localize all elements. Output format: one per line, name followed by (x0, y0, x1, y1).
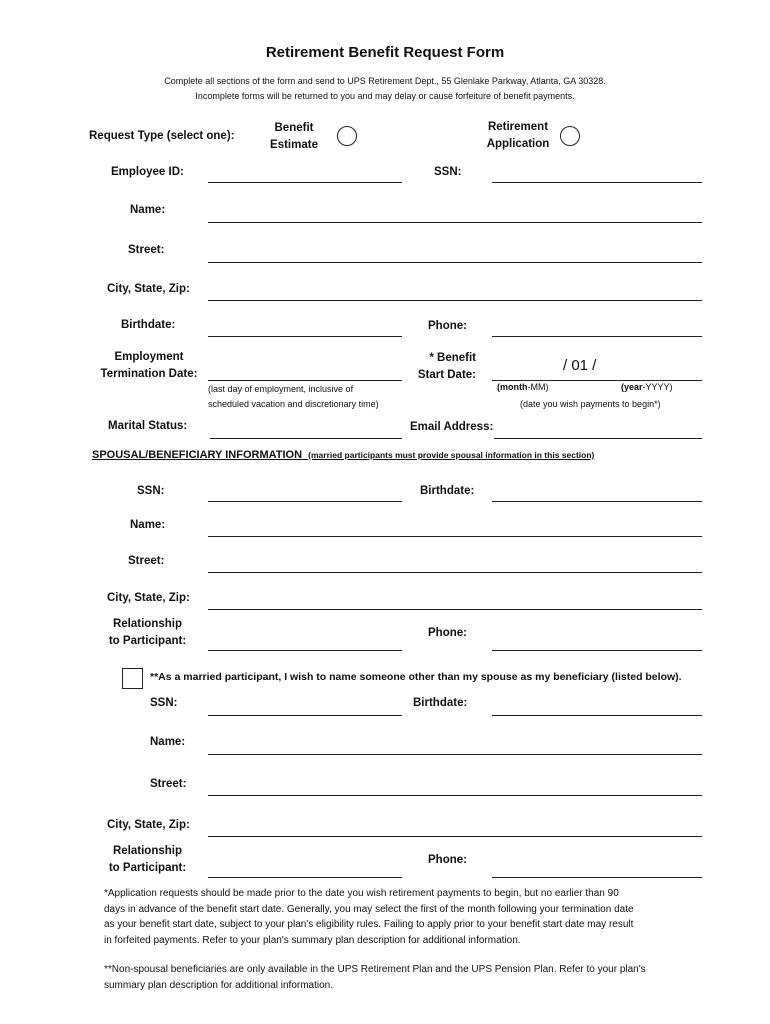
spouse-relationship-label: Relationship to Participant: (108, 618, 187, 647)
request-type-label: Request Type (select one): (89, 130, 235, 142)
name-field[interactable] (208, 205, 702, 221)
name-label: Name: (130, 204, 166, 216)
spouse-name-field[interactable] (208, 519, 702, 535)
beneficiary-ssn-line (208, 715, 402, 716)
city-state-zip-field[interactable] (208, 283, 702, 299)
spouse-name-line (208, 536, 702, 537)
spouse-birthdate-field[interactable] (492, 484, 702, 500)
termination-date-line (208, 380, 402, 381)
retirement-application-label: Retirement Application (486, 121, 550, 150)
spouse-phone-line (492, 650, 702, 651)
spousal-section-header: SPOUSAL/BENEFICIARY INFORMATION (married participants must provide spousal information in this section) (92, 449, 595, 461)
beneficiary-relationship-field[interactable] (208, 860, 402, 876)
start-month-field[interactable] (494, 362, 558, 378)
beneficiary-ssn-field[interactable] (208, 698, 402, 714)
spouse-city-field[interactable] (208, 592, 702, 608)
month-format-label: (month-MM) (497, 382, 549, 392)
beneficiary-name-field[interactable] (208, 737, 702, 753)
beneficiary-phone-label: Phone: (428, 854, 467, 866)
marital-status-line (210, 438, 402, 439)
birthdate-line (208, 336, 402, 337)
spouse-relationship-field[interactable] (208, 633, 402, 649)
beneficiary-relationship-label: Relationship to Participant: (108, 845, 187, 874)
ssn-field[interactable] (492, 166, 702, 182)
beneficiary-relationship-line (208, 877, 402, 878)
beneficiary-city-label: City, State, Zip: (107, 819, 190, 831)
beneficiary-city-field[interactable] (208, 819, 702, 835)
phone-field[interactable] (492, 319, 702, 335)
start-date-line (492, 380, 702, 381)
footnote-non-spousal-beneficiaries: **Non-spousal beneficiaries are only available in the UPS Retirement Plan and the UPS Pension Plan. Refer to your plan's summary plan description for additional information. (104, 964, 646, 991)
spouse-street-field[interactable] (208, 555, 702, 571)
retirement-application-radio[interactable] (560, 126, 580, 146)
beneficiary-phone-line (492, 877, 702, 878)
spouse-phone-field[interactable] (492, 633, 702, 649)
email-address-line (494, 438, 702, 439)
spouse-birthdate-label: Birthdate: (420, 485, 475, 497)
beneficiary-street-field[interactable] (208, 778, 702, 794)
spouse-ssn-label: SSN: (137, 485, 165, 497)
termination-date-field[interactable] (208, 363, 402, 379)
marital-status-field[interactable] (210, 421, 402, 437)
termination-note-1: (last day of employment, inclusive of (208, 384, 354, 394)
spouse-relationship-line (208, 650, 402, 651)
city-state-zip-line (208, 300, 702, 301)
birthdate-field[interactable] (208, 319, 402, 335)
beneficiary-birthdate-line (492, 715, 702, 716)
non-spouse-beneficiary-text: **As a married participant, I wish to name someone other than my spouse as my beneficiary (listed below). (150, 671, 682, 683)
city-state-zip-label: City, State, Zip: (107, 283, 190, 295)
ssn-label: SSN: (434, 166, 462, 178)
beneficiary-phone-field[interactable] (492, 860, 702, 876)
employee-id-line (208, 182, 402, 183)
intro-line-1: Complete all sections of the form and send to UPS Retirement Dept., 55 Glenlake Parkway, Atlanta, GA 30328. (164, 76, 606, 86)
beneficiary-birthdate-label: Birthdate: (413, 697, 468, 709)
phone-line (492, 336, 702, 337)
beneficiary-city-line (208, 836, 702, 837)
beneficiary-street-label: Street: (150, 778, 187, 790)
spouse-ssn-line (208, 501, 402, 502)
spouse-city-line (208, 609, 702, 610)
spouse-birthdate-line (492, 501, 702, 502)
birthdate-label: Birthdate: (121, 319, 176, 331)
termination-date-label: Employment Termination Date: (100, 351, 198, 380)
employee-id-label: Employee ID: (111, 166, 184, 178)
intro-line-2: Incomplete forms will be returned to you and may delay or cause forfeiture of benefit payments. (195, 91, 575, 101)
spouse-ssn-field[interactable] (208, 484, 402, 500)
spouse-street-label: Street: (128, 555, 165, 567)
benefit-estimate-label: Benefit Estimate (270, 122, 318, 151)
marital-status-label: Marital Status: (108, 420, 188, 432)
spouse-city-label: City, State, Zip: (107, 592, 190, 604)
benefit-start-date-label: * Benefit Start Date: (417, 352, 476, 381)
street-line (208, 262, 702, 263)
beneficiary-name-line (208, 754, 702, 755)
name-line (208, 222, 702, 223)
employee-id-field[interactable] (208, 166, 402, 182)
form-title: Retirement Benefit Request Form (265, 44, 505, 61)
street-label: Street: (128, 244, 165, 256)
start-date-note: (date you wish payments to begin*) (520, 399, 661, 409)
ssn-line (492, 182, 702, 183)
spouse-street-line (208, 572, 702, 573)
beneficiary-street-line (208, 795, 702, 796)
beneficiary-birthdate-field[interactable] (492, 698, 702, 714)
email-address-field[interactable] (494, 421, 702, 437)
phone-label: Phone: (428, 320, 467, 332)
spouse-phone-label: Phone: (428, 627, 467, 639)
street-field[interactable] (208, 245, 702, 261)
email-address-label: Email Address: (410, 421, 494, 433)
termination-note-2: scheduled vacation and discretionary time) (208, 399, 379, 409)
beneficiary-name-label: Name: (150, 736, 186, 748)
footnote-application-timing: *Application requests should be made prior to the date you wish retirement payments to begin, but no earlier than 90 days in advance of the benefit start date. Generally, you may select the first of the month following your termination date as your benefit start date, subject to your plan's eligibility rules. Failing to apply prior to your benefit start date may result in forfeited payments. Refer to your plan's summary plan description for additional information. (104, 888, 634, 946)
start-date-template: / 01 / (563, 357, 597, 374)
beneficiary-ssn-label: SSN: (150, 697, 178, 709)
benefit-estimate-radio[interactable] (337, 126, 357, 146)
year-format-label: (year-YYYY) (621, 382, 673, 392)
start-year-field[interactable] (612, 362, 700, 378)
spouse-name-label: Name: (130, 519, 166, 531)
non-spouse-beneficiary-checkbox[interactable] (122, 668, 143, 689)
